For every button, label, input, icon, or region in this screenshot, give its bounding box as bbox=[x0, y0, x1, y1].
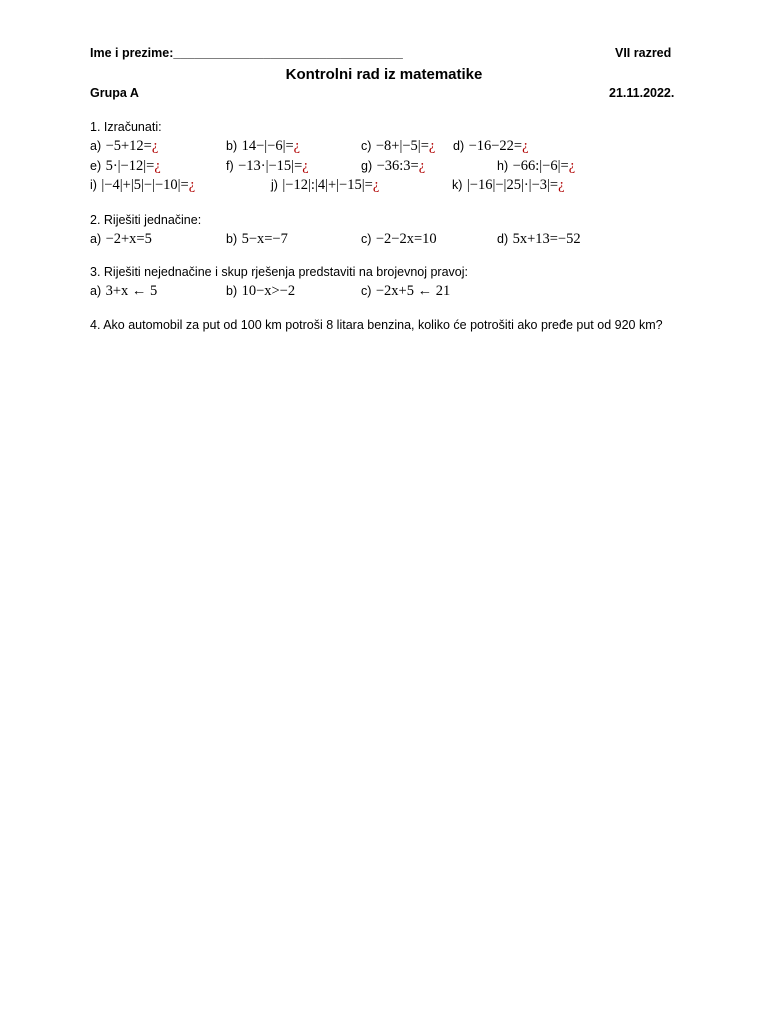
grade-label: VII razred bbox=[615, 46, 672, 60]
q1-item-h bbox=[497, 157, 575, 175]
q3-item-expr: 3+x ← 5 bbox=[105, 283, 158, 299]
q1-heading: 1. Izračunati: bbox=[90, 120, 162, 134]
q1-item-label: i) bbox=[90, 178, 97, 192]
q1-item-label: f) bbox=[226, 159, 234, 173]
q2-item-expr: 5−x=−7 bbox=[241, 231, 288, 247]
name-label: Ime i prezime: bbox=[90, 46, 174, 60]
q1-item-answer-mark: ¿ bbox=[522, 138, 529, 154]
q1-item-b bbox=[226, 137, 300, 155]
q1-item-label: b) bbox=[226, 139, 238, 153]
q3-item-a bbox=[90, 282, 157, 300]
q1-item-i bbox=[90, 176, 195, 194]
q2-item-c bbox=[361, 230, 437, 248]
page-title: Kontrolni rad iz matematike bbox=[285, 66, 483, 83]
q3-item-expr: 10−x>−2 bbox=[241, 283, 296, 299]
q1-item-expr: |−12|:|4|+|−15|= bbox=[282, 177, 373, 193]
group-label: Grupa A bbox=[90, 86, 139, 100]
q1-item-expr: −66:|−6|= bbox=[512, 158, 569, 174]
q3-item-label: a) bbox=[90, 284, 102, 298]
q1-item-d bbox=[453, 137, 529, 155]
q2-item-expr: −2+x=5 bbox=[105, 231, 152, 247]
q1-item-k bbox=[452, 176, 565, 194]
q1-item-label: a) bbox=[90, 139, 102, 153]
q2-item-label: a) bbox=[90, 232, 102, 246]
q1-item-label: k) bbox=[452, 178, 463, 192]
q1-item-label: g) bbox=[361, 159, 373, 173]
q1-item-answer-mark: ¿ bbox=[418, 158, 426, 174]
q2-heading: 2. Riješiti jednačine: bbox=[90, 213, 202, 227]
q1-item-f bbox=[226, 157, 309, 175]
date-label: 21.11.2022. bbox=[609, 86, 675, 100]
q1-item-label: h) bbox=[497, 159, 509, 173]
q1-item-expr: −36:3= bbox=[376, 158, 419, 174]
q1-item-answer-mark: ¿ bbox=[188, 177, 196, 193]
q1-item-answer-mark: ¿ bbox=[558, 177, 565, 193]
name-line bbox=[90, 46, 403, 60]
q2-item-a bbox=[90, 230, 152, 248]
q1-item-c bbox=[361, 137, 435, 155]
name-blank: _________________________________ bbox=[173, 46, 403, 60]
q1-item-answer-mark: ¿ bbox=[428, 138, 436, 154]
q2-item-expr: 5x+13=−52 bbox=[512, 231, 581, 247]
q2-item-label: d) bbox=[497, 232, 509, 246]
q2-item-label: c) bbox=[361, 232, 372, 246]
q1-item-answer-mark: ¿ bbox=[302, 158, 309, 174]
q2-item-b bbox=[226, 230, 288, 248]
q1-item-answer-mark: ¿ bbox=[151, 138, 159, 154]
q1-item-answer-mark: ¿ bbox=[293, 138, 301, 154]
q1-item-j bbox=[271, 176, 379, 194]
q1-item-label: d) bbox=[453, 139, 465, 153]
q1-item-answer-mark: ¿ bbox=[154, 158, 161, 174]
q3-item-c bbox=[361, 282, 450, 300]
q1-item-expr: 14−|−6|= bbox=[241, 138, 294, 154]
q1-item-expr: −5+12= bbox=[105, 138, 152, 154]
q1-item-e bbox=[90, 157, 161, 175]
q2-item-expr: −2−2x=10 bbox=[375, 231, 437, 247]
q1-item-label: c) bbox=[361, 139, 372, 153]
q4-text: 4. Ako automobil za put od 100 km potroši 8 litara benzina, koliko će potrošiti ako pređe put od 920 km? bbox=[90, 318, 663, 332]
q1-item-expr: |−4|+|5|−|−10|= bbox=[101, 177, 189, 193]
q1-item-expr: −16−22= bbox=[468, 138, 523, 154]
q3-item-b bbox=[226, 282, 295, 300]
q3-item-label: c) bbox=[361, 284, 372, 298]
q1-item-answer-mark: ¿ bbox=[372, 177, 380, 193]
q1-item-answer-mark: ¿ bbox=[568, 158, 576, 174]
q2-item-d bbox=[497, 230, 581, 248]
q1-item-a bbox=[90, 137, 158, 155]
q1-item-expr: |−16|−|25|·|−3|= bbox=[466, 177, 559, 193]
q3-item-label: b) bbox=[226, 284, 238, 298]
q1-item-label: e) bbox=[90, 159, 102, 173]
q1-item-expr: −13·|−15|= bbox=[238, 158, 303, 174]
q3-item-expr: −2x+5 ← 21 bbox=[375, 283, 451, 299]
q1-item-expr: 5·|−12|= bbox=[105, 158, 155, 174]
q2-item-label: b) bbox=[226, 232, 238, 246]
q1-item-label: j) bbox=[271, 178, 278, 192]
q3-heading: 3. Riješiti nejednačine i skup rješenja predstaviti na brojevnoj pravoj: bbox=[90, 265, 468, 279]
q1-item-g bbox=[361, 157, 425, 175]
q1-item-expr: −8+|−5|= bbox=[375, 138, 429, 154]
